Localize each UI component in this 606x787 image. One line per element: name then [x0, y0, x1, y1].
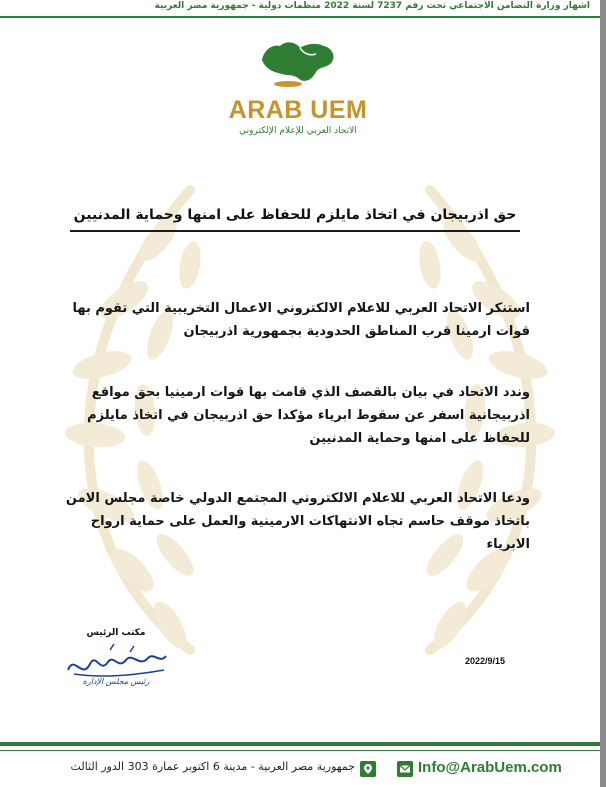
footer-email[interactable]: Info@ArabUem.com — [418, 759, 562, 776]
signatory-role: رئيس مجلس الإدارة — [82, 677, 150, 686]
brand-subtitle: الاتحاد العربي للإعلام الإلكتروني — [239, 126, 357, 136]
header-rule — [0, 16, 600, 18]
arab-world-map-icon — [258, 30, 338, 90]
paragraph-3: ودعا الاتحاد العربي للاعلام الالكتروني المجتمع الدولي خاصة مجلس الامن باتخاذ موقف حاسم تجاه الانتهاكات الارمينية والعمل على حماية ارواح الابرياء — [65, 491, 530, 552]
arab-uem-logo — [224, 26, 372, 144]
footer-rule — [0, 742, 600, 746]
mail-icon — [397, 761, 413, 777]
registration-notice: اشهار وزارة التضامن الاجتماعي تحت رقم 7237 لسنة 2022 منظمات دولية - جمهورية مصر العربية — [154, 1, 590, 11]
paragraph-2: وندد الاتحاد في بيان بالقصف الذي قامت بها قوات ارمينيا بحق مواقع اذربيجانية اسفر عن سقوط ابرياء مؤكدا حق اذربيجان في اتخاذ مايلزم للحفاظ على امنها وحماية المدنيين — [87, 385, 530, 446]
signatory-office: مكتب الرئيس — [86, 628, 146, 638]
location-icon — [360, 761, 376, 777]
paragraph-1: استنكر الاتحاد العربي للاعلام الالكتروني الاعمال التخريبية التي تقوم بها قوات ارمينا قرب المناطق الحدودية بجمهورية اذربيجان — [72, 301, 530, 339]
page-edge — [600, 0, 606, 787]
document-title: حق اذربيجان في اتخاذ مايلزم للحفاظ على امنها وحماية المدنيين — [70, 200, 520, 232]
footer-address: جمهورية مصر العربية - مدينة 6 اكتوبر عمارة 303 الدور الثالث — [70, 760, 355, 773]
brand-name: ARAB UEM — [228, 96, 368, 124]
footer-rule-thin — [0, 750, 600, 751]
footer — [0, 756, 600, 784]
document-date: 2022/9/15 — [464, 656, 505, 666]
